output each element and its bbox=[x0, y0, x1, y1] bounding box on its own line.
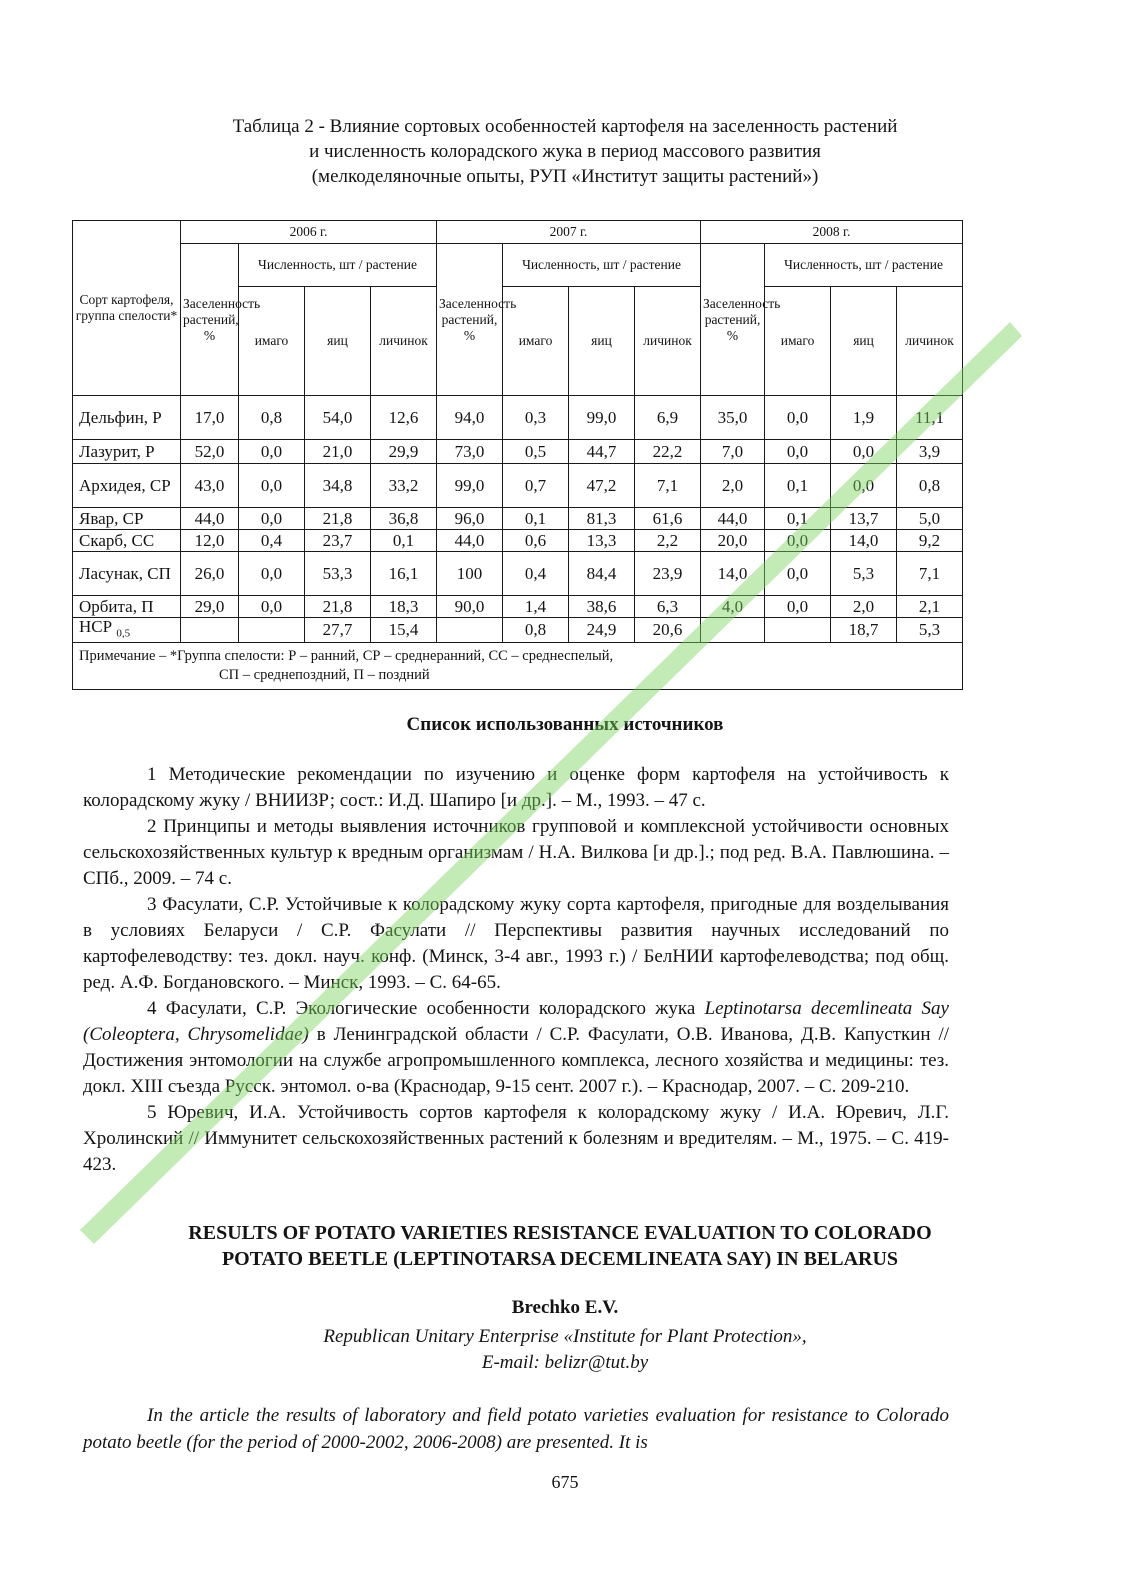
table-cell: 81,3 bbox=[569, 508, 635, 530]
table-cell: 0,0 bbox=[765, 552, 831, 596]
table-cell: 20,0 bbox=[701, 530, 765, 552]
table-cell: 0,0 bbox=[239, 440, 305, 464]
table-cell: 34,8 bbox=[305, 464, 371, 508]
table-cell: 21,0 bbox=[305, 440, 371, 464]
table-cell: 29,9 bbox=[371, 440, 437, 464]
table-cell: 0,0 bbox=[765, 596, 831, 618]
infest-header-2007: Заселенность растений, % bbox=[437, 244, 503, 396]
english-title bbox=[60, 1220, 1060, 1272]
table-cell: 0,0 bbox=[831, 440, 897, 464]
table-cell bbox=[437, 618, 503, 643]
note-line-1: Примечание – *Группа спелости: Р – ранний, СР – среднеранний, СС – среднеспелый, bbox=[79, 648, 614, 665]
table-cell: 27,7 bbox=[305, 618, 371, 643]
table-cell: 17,0 bbox=[181, 396, 239, 440]
table-cell: 36,8 bbox=[371, 508, 437, 530]
table-cell bbox=[239, 618, 305, 643]
eggs-header: яиц bbox=[305, 287, 371, 396]
table-cell: 96,0 bbox=[437, 508, 503, 530]
table-cell: 0,0 bbox=[239, 596, 305, 618]
reference-item bbox=[83, 996, 949, 1100]
table-row bbox=[73, 596, 963, 618]
table-cell: 0,0 bbox=[831, 464, 897, 508]
table-cell: 1,4 bbox=[503, 596, 569, 618]
table-cell: 90,0 bbox=[437, 596, 503, 618]
table-cell: 61,6 bbox=[635, 508, 701, 530]
infest-header-2008: Заселенность растений, % bbox=[701, 244, 765, 396]
note-row bbox=[73, 643, 963, 690]
english-title-line-2: POTATO BEETLE (LEPTINOTARSA DECEMLINEATA SAY) IN BELARUS bbox=[221, 1248, 899, 1270]
table-cell: 7,1 bbox=[635, 464, 701, 508]
table-cell: 0,5 bbox=[503, 440, 569, 464]
table-cell: 24,9 bbox=[569, 618, 635, 643]
variety-name: Ласунак, СП bbox=[73, 552, 181, 596]
table-cell: 12,6 bbox=[371, 396, 437, 440]
table-cell: 94,0 bbox=[437, 396, 503, 440]
caption-line-3: (мелкоделяночные опыты, РУП «Институт защиты растений») bbox=[311, 166, 819, 187]
table-cell: 7,1 bbox=[897, 552, 963, 596]
table-cell: 0,8 bbox=[897, 464, 963, 508]
variety-name: Лазурит, Р bbox=[73, 440, 181, 464]
reference-item: 1 Методические рекомендации по изучению и оценке форм картофеля на устойчивость к колорадскому жуку / ВНИИЗР; сост.: И.Д. Шапиро [и др.]. – М., 1993. – 47 с. bbox=[83, 764, 949, 811]
table-cell: 33,2 bbox=[371, 464, 437, 508]
ref4-post: в Ленинградской области / С.Р. Фасулати, О.В. Иванова, Д.В. Капусткин // Достижения энтомологии на службе агропромышленного комплекса, лесного хозяйства и медицины: тез. докл. XIII съезда Русск. энтомол. о-ва (Краснодар, 9-15 сент. 2007 г.). – Краснодар, 2007. – С. 209-210. bbox=[83, 1024, 950, 1097]
variety-name: Явар, СР bbox=[73, 508, 181, 530]
table-cell: 0,3 bbox=[503, 396, 569, 440]
table-cell: 44,0 bbox=[437, 530, 503, 552]
year-2008: 2008 г. bbox=[701, 221, 963, 244]
imago-header: имаго bbox=[765, 287, 831, 396]
abstract bbox=[83, 1402, 949, 1456]
table-caption bbox=[100, 114, 1030, 189]
caption-line-1: Таблица 2 - Влияние сортовых особенностей картофеля на заселенность растений bbox=[232, 116, 898, 137]
table-cell: 0,0 bbox=[239, 552, 305, 596]
refs-heading: Список использованных источников bbox=[406, 714, 724, 735]
eggs-header: яиц bbox=[569, 287, 635, 396]
variety-name: Орбита, П bbox=[73, 596, 181, 618]
table-cell: 18,7 bbox=[831, 618, 897, 643]
larvae-header: личинок bbox=[371, 287, 437, 396]
table-cell: 12,0 bbox=[181, 530, 239, 552]
table-cell: 100 bbox=[437, 552, 503, 596]
table-cell: 5,3 bbox=[831, 552, 897, 596]
table-cell: 6,9 bbox=[635, 396, 701, 440]
note-line-2: СП – среднепоздний, П – поздний bbox=[219, 667, 430, 684]
table-cell: 99,0 bbox=[437, 464, 503, 508]
table-body bbox=[73, 396, 963, 690]
data-table bbox=[72, 220, 963, 690]
table-cell: 16,1 bbox=[371, 552, 437, 596]
nsr-row bbox=[73, 618, 963, 643]
table-cell: 5,3 bbox=[897, 618, 963, 643]
table-cell: 23,7 bbox=[305, 530, 371, 552]
ref4-pre: 4 Фасулати, С.Р. Экологические особенности колорадского жука bbox=[147, 998, 705, 1019]
table-cell: 14,0 bbox=[831, 530, 897, 552]
table-row bbox=[73, 464, 963, 508]
count-header-2007: Численность, шт / растение bbox=[503, 244, 701, 287]
table-cell: 0,7 bbox=[503, 464, 569, 508]
variety-name: Архидея, СР bbox=[73, 464, 181, 508]
variety-name: Дельфин, Р bbox=[73, 396, 181, 440]
table-cell: 7,0 bbox=[701, 440, 765, 464]
table-row bbox=[73, 552, 963, 596]
year-2007: 2007 г. bbox=[437, 221, 701, 244]
table-cell: 0,4 bbox=[503, 552, 569, 596]
table-cell bbox=[765, 618, 831, 643]
nsr-subscript: 0,5 bbox=[116, 627, 131, 640]
larvae-header: личинок bbox=[635, 287, 701, 396]
table-cell: 53,3 bbox=[305, 552, 371, 596]
table-cell: 43,0 bbox=[181, 464, 239, 508]
table-cell: 3,9 bbox=[897, 440, 963, 464]
table-cell: 0,0 bbox=[765, 440, 831, 464]
table-cell: 2,2 bbox=[635, 530, 701, 552]
table-cell: 6,3 bbox=[635, 596, 701, 618]
table-cell: 1,9 bbox=[831, 396, 897, 440]
abstract-text: In the article the results of laboratory and field potato varieties evaluation for resistance to Colorado potato beetle (for the period of 2000-2002, 2006-2008) are presented. It is bbox=[83, 1405, 949, 1453]
table-cell: 44,0 bbox=[181, 508, 239, 530]
table-cell: 14,0 bbox=[701, 552, 765, 596]
table-cell: 47,2 bbox=[569, 464, 635, 508]
table-cell: 35,0 bbox=[701, 396, 765, 440]
table-cell: 0,0 bbox=[765, 396, 831, 440]
table-cell: 84,4 bbox=[569, 552, 635, 596]
table-cell: 18,3 bbox=[371, 596, 437, 618]
table-cell: 0,0 bbox=[765, 530, 831, 552]
count-header-2006: Численность, шт / растение bbox=[239, 244, 437, 287]
table-cell bbox=[701, 618, 765, 643]
table-row bbox=[73, 530, 963, 552]
table-cell: 23,9 bbox=[635, 552, 701, 596]
table-cell: 73,0 bbox=[437, 440, 503, 464]
reference-item: 2 Принципы и методы выявления источников групповой и комплексной устойчивости основных сельскохозяйственных культур к вредным организмам / Н.А. Вилкова [и др.].; под ред. В.А. Павлюшина. – СПб., 2009. – 74 с. bbox=[83, 816, 949, 889]
table-row bbox=[73, 508, 963, 530]
reference-item: 3 Фасулати, С.Р. Устойчивые к колорадскому жуку сорта картофеля, пригодные для возделывания в условиях Беларуси / С.Р. Фасулати // Перспективы развития научных исследований по картофелеводству: тез. докл. науч. конф. (Минск, 3-4 авг., 1993 г.) / БелНИИ картофелеводства; под общ. ред. А.Ф. Богдановского. – Минск, 1993. – С. 64-65. bbox=[83, 894, 949, 993]
table-cell: 11,1 bbox=[897, 396, 963, 440]
table-cell: 0,0 bbox=[239, 508, 305, 530]
variety-name: Скарб, СС bbox=[73, 530, 181, 552]
table-cell: 54,0 bbox=[305, 396, 371, 440]
table-cell: 21,8 bbox=[305, 596, 371, 618]
table-cell: 9,2 bbox=[897, 530, 963, 552]
table-cell: 0,1 bbox=[765, 464, 831, 508]
table-cell: 0,1 bbox=[765, 508, 831, 530]
table-cell: 0,1 bbox=[371, 530, 437, 552]
infest-header-2006: Заселенность растений, % bbox=[181, 244, 239, 396]
english-title-line-1: RESULTS OF POTATO VARIETIES RESISTANCE EVALUATION TO COLORADO bbox=[188, 1222, 932, 1244]
table-cell: 29,0 bbox=[181, 596, 239, 618]
count-header-2008: Численность, шт / растение bbox=[765, 244, 963, 287]
table-cell: 0,8 bbox=[239, 396, 305, 440]
table-cell: 0,1 bbox=[503, 508, 569, 530]
table-cell: 2,0 bbox=[701, 464, 765, 508]
table-cell: 0,6 bbox=[503, 530, 569, 552]
table-cell: 52,0 bbox=[181, 440, 239, 464]
affiliation: Republican Unitary Enterprise «Institute for Plant Protection», bbox=[323, 1326, 807, 1347]
table-cell: 44,0 bbox=[701, 508, 765, 530]
email: E-mail: belizr@tut.by bbox=[481, 1352, 649, 1373]
larvae-header: личинок bbox=[897, 287, 963, 396]
table-row bbox=[73, 440, 963, 464]
table-cell: 99,0 bbox=[569, 396, 635, 440]
ref4-species: Leptinotarsa decemlineata Say (Coleoptera, Chrysomelidae) bbox=[83, 998, 949, 1045]
author: Brechko E.V. bbox=[511, 1297, 619, 1318]
reference-item: 5 Юревич, И.А. Устойчивость сортов картофеля к колорадскому жуку / И.А. Юревич, Л.Г. Хролинский // Иммунитет сельскохозяйственных растений к болезням и вредителям. – М., 1975. – С. 419-423. bbox=[83, 1102, 949, 1175]
variety-header: Сорт картофеля, группа спелости* bbox=[73, 221, 181, 396]
table-cell: 26,0 bbox=[181, 552, 239, 596]
table-cell: 15,4 bbox=[371, 618, 437, 643]
table-cell: 13,7 bbox=[831, 508, 897, 530]
table-cell: 22,2 bbox=[635, 440, 701, 464]
table-cell: 44,7 bbox=[569, 440, 635, 464]
imago-header: имаго bbox=[503, 287, 569, 396]
table-cell: 0,8 bbox=[503, 618, 569, 643]
table-cell: 5,0 bbox=[897, 508, 963, 530]
eggs-header: яиц bbox=[831, 287, 897, 396]
table-cell: 21,8 bbox=[305, 508, 371, 530]
imago-header: имаго bbox=[239, 287, 305, 396]
nsr-label bbox=[73, 618, 181, 643]
caption-line-2: и численность колорадского жука в период массового развития bbox=[309, 141, 821, 162]
table-note bbox=[73, 643, 963, 690]
table-cell: 0,0 bbox=[239, 464, 305, 508]
table-cell: 20,6 bbox=[635, 618, 701, 643]
nsr-label-text: НСР bbox=[79, 617, 113, 636]
table-cell: 2,0 bbox=[831, 596, 897, 618]
page-number: 675 bbox=[551, 1472, 579, 1492]
table-cell: 4,0 bbox=[701, 596, 765, 618]
table-cell bbox=[181, 618, 239, 643]
reference-list bbox=[83, 762, 949, 1178]
table-row bbox=[73, 396, 963, 440]
table-cell: 2,1 bbox=[897, 596, 963, 618]
affiliation-block bbox=[100, 1324, 1030, 1376]
table-cell: 13,3 bbox=[569, 530, 635, 552]
table-cell: 38,6 bbox=[569, 596, 635, 618]
year-2006: 2006 г. bbox=[181, 221, 437, 244]
table-cell: 0,4 bbox=[239, 530, 305, 552]
